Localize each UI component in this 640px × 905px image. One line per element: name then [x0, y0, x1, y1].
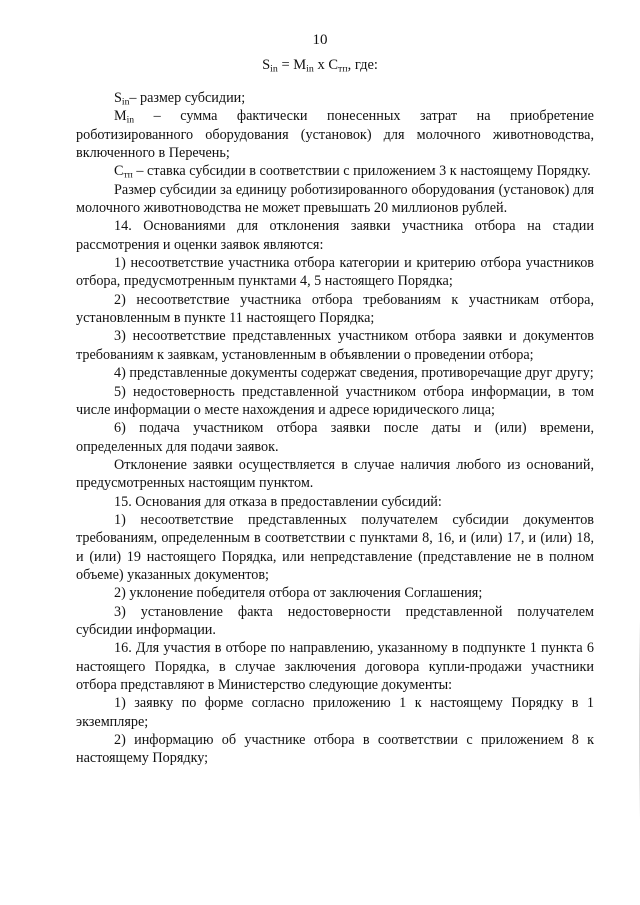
definition-m: [76, 107, 594, 162]
paragraph-14-item-5: 5) недостоверность представленной участником отбора информации, в том числе информации о месте нахождения и адресе юридического лица;: [76, 383, 594, 418]
paragraph-14-item-3: 3) несоответствие представленных участником отбора заявки и документов требованиям к заявкам, установленным в объявлении о проведении отбора;: [76, 328, 594, 363]
paragraph-16-item-1: 1) заявку по форме согласно приложению 1 к настоящему Порядку в 1 экземпляре;: [76, 695, 594, 730]
definition-c: [76, 162, 594, 180]
definition-m-var: M: [114, 108, 127, 125]
formula-s-sub: in: [270, 63, 278, 75]
paragraph-14-item-1: 1) несоответствие участника отбора категории и критерию отбора участников отбора, предусмотренным пунктами 4, 5 настоящего Порядка;: [76, 255, 594, 290]
formula-m: M: [293, 57, 307, 73]
paragraph-15-item-1: 1) несоответствие представленных получателем субсидии документов требованиям, определенным в соответствии с пунктами 8, 16, и (или) 17, и (или) 18, и (или) 19 настоящего Порядка, или непредставление (представление не в полном объеме) указанных документов;: [76, 511, 594, 583]
definition-m-sub: in: [126, 114, 135, 126]
definition-c-sub: тп: [123, 169, 133, 181]
paragraph-14-rejection: Отклонение заявки осуществляется в случае наличия любого из оснований, предусмотренных настоящим пунктом.: [76, 456, 594, 492]
definition-m-text: – сумма фактически понесенных затрат на приобретение роботизированного оборудования (установок) для молочного животноводства, включенного в Перечень;: [76, 108, 594, 162]
definition-s: [76, 89, 594, 107]
paragraph-15: 15. Основания для отказа в предоставлении субсидий:: [114, 493, 442, 510]
formula-equals: =: [277, 57, 294, 73]
definition-s-var: S: [114, 90, 122, 106]
paragraph-14-item-4: 4) представленные документы содержат сведения, противоречащие друг другу;: [114, 365, 594, 382]
paragraph-15-item-2: 2) уклонение победителя отбора от заключения Соглашения;: [114, 585, 483, 602]
formula-s: S: [262, 57, 271, 73]
paragraph-14-item-6: 6) подача участником отбора заявки после даты и (или) времени, определенных для подачи заявок.: [76, 420, 594, 455]
definition-c-text: – ставка субсидии в соответствии с приложением 3 к настоящему Порядку.: [132, 163, 591, 180]
formula-c-sub: тп: [338, 63, 348, 75]
page-number: 10: [312, 32, 328, 48]
paragraph-16-item-2: 2) информацию об участнике отбора в соответствии с приложением 8 к настоящему Порядку;: [76, 732, 594, 767]
definition-c-var: C: [114, 163, 124, 180]
subsidy-formula: [0, 57, 640, 74]
definition-s-sub: in: [121, 96, 130, 108]
document-body: [76, 89, 594, 768]
paragraph-14-item-2: 2) несоответствие участника отбора требованиям к участникам отбора, установленным в пункте 11 настоящего Порядка;: [76, 291, 594, 327]
formula-tail: , где:: [347, 57, 378, 73]
paragraph-16: 16. Для участия в отборе по направлению, указанному в подпункте 1 пункта 6 настоящего Порядка, в случае заключения договора купли-продажи участники отбора представляют в Министерство следующие документы:: [76, 640, 594, 693]
formula-m-sub: in: [306, 63, 314, 75]
formula-c: C: [328, 57, 339, 73]
paragraph-14: 14. Основаниями для отклонения заявки участника отбора на стадии рассмотрения и оценки заявок являются:: [76, 218, 594, 253]
definition-s-text: – размер субсидии;: [129, 90, 246, 106]
formula-times: x: [313, 57, 329, 73]
paragraph-size-limit: Размер субсидии за единицу роботизированного оборудования (установок) для молочного животноводства не может превышать 20 миллионов рублей.: [76, 181, 594, 217]
paragraph-15-item-3: 3) установление факта недостоверности представленной получателем субсидии информации.: [76, 603, 594, 638]
